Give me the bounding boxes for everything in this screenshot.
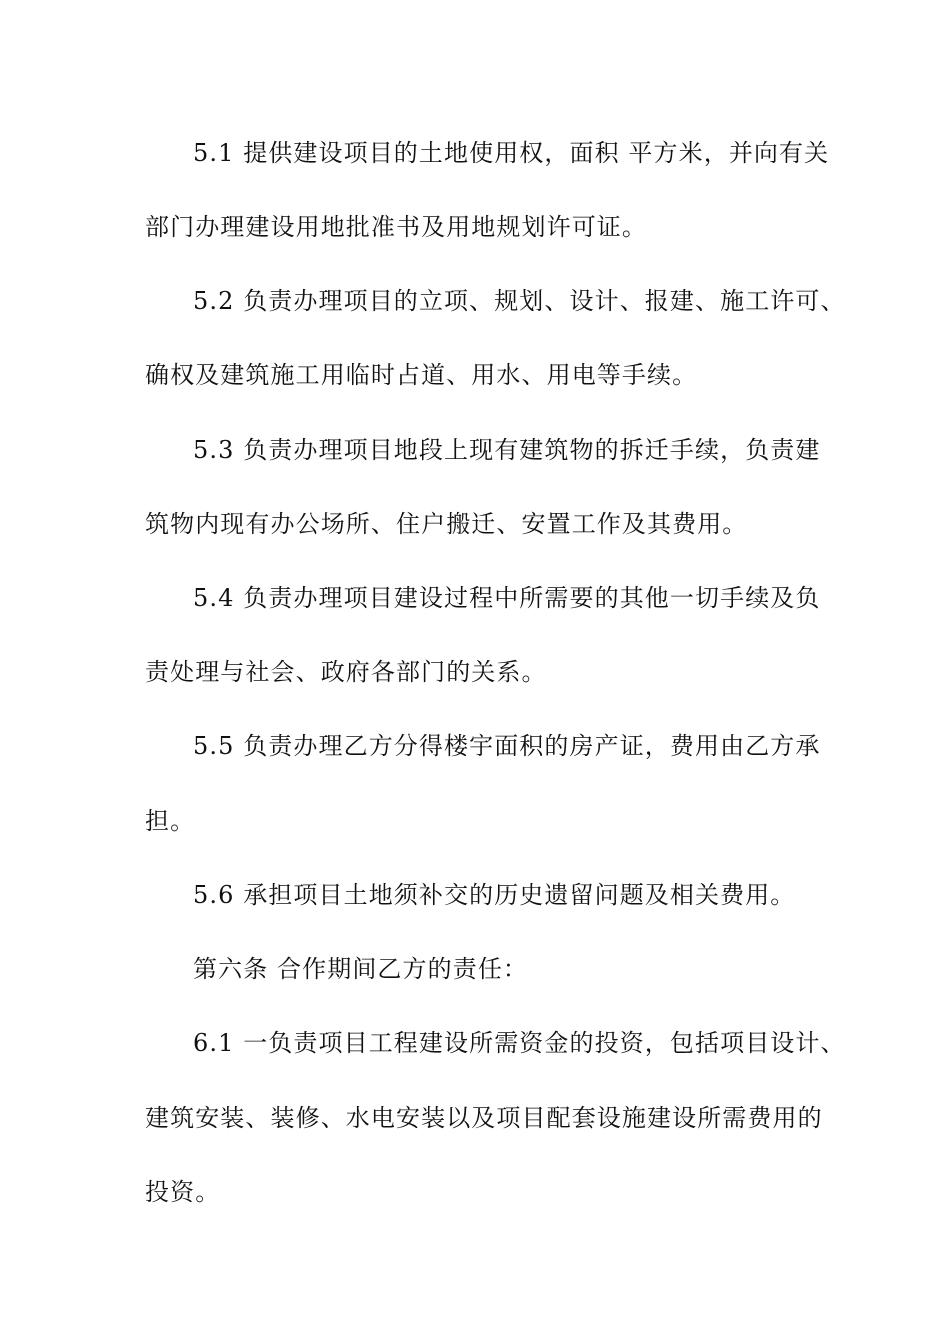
clause-5-5-line-2: 担。 xyxy=(145,807,196,835)
clause-5-2-line-1: 5.2 负责办理项目的立项、规划、设计、报建、施工许可、 xyxy=(193,287,846,315)
article-six-heading: 第六条 合作期间乙方的责任： xyxy=(193,955,529,983)
clause-5-3-line-2: 筑物内现有办公场所、住户搬迁、安置工作及其费用。 xyxy=(145,510,748,538)
clause-5-4-line-1: 5.4 负责办理项目建设过程中所需要的其他一切手续及负 xyxy=(193,584,821,612)
clause-6-1-line-3: 投资。 xyxy=(145,1178,221,1206)
clause-6-1-line-1: 6.1 一负责项目工程建设所需资金的投资，包括项目设计、 xyxy=(193,1029,846,1057)
clause-5-5-line-1: 5.5 负责办理乙方分得楼宇面积的房产证，费用由乙方承 xyxy=(193,732,821,760)
clause-5-4-line-2: 责处理与社会、政府各部门的关系。 xyxy=(145,658,547,686)
clause-5-6-line-1: 5.6 承担项目土地须补交的历史遗留问题及相关费用。 xyxy=(193,881,796,909)
clause-6-1-line-2: 建筑安装、装修、水电安装以及项目配套设施建设所需费用的 xyxy=(145,1104,823,1132)
clause-5-2-line-2: 确权及建筑施工用临时占道、用水、用电等手续。 xyxy=(145,361,698,389)
clause-5-1-line-2: 部门办理建设用地批准书及用地规划许可证。 xyxy=(145,213,647,241)
clause-5-1-line-1: 5.1 提供建设项目的土地使用权，面积 平方米，并向有关 xyxy=(193,139,830,167)
clause-5-3-line-1: 5.3 负责办理项目地段上现有建筑物的拆迁手续，负责建 xyxy=(193,436,821,464)
